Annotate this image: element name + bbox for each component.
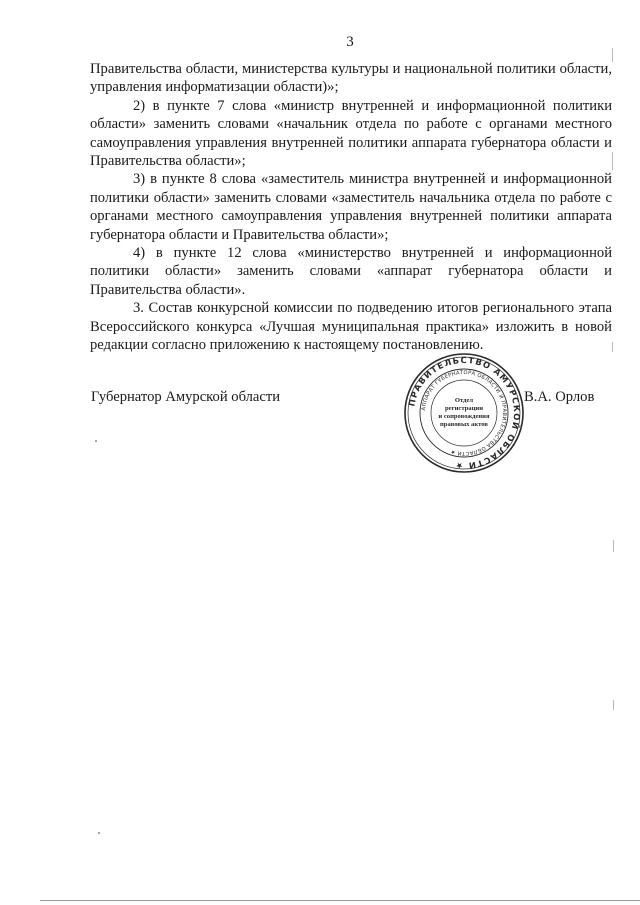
paragraph-section-3: 3. Состав конкурсной комиссии по подведению итогов регионального этапа Всероссийского конкурса «Лучшая муниципальная практика» изложить в новой редакции согласно приложению к настоящему постановлению. (90, 300, 612, 354)
scan-bottom-edge (40, 900, 640, 901)
signatory-name: В.А. Орлов (524, 389, 595, 405)
scan-edge-mark (613, 700, 614, 710)
scan-edge-mark (612, 152, 613, 170)
svg-text:АППАРАТ ГУБЕРНАТОРА ОБЛАСТИ И: АППАРАТ ГУБЕРНАТОРА ОБЛАСТИ И ПРАВИТЕЛЬСТВА ОБЛАСТИ ★ (421, 369, 508, 457)
signatory-title: Губернатор Амурской области (91, 389, 281, 405)
svg-text:ПРАВИТЕЛЬСТВО АМУРСКОЙ ОБЛАСТИ: ПРАВИТЕЛЬСТВО АМУРСКОЙ ОБЛАСТИ ★ (406, 354, 523, 472)
svg-text:регистрации: регистрации (445, 405, 483, 412)
official-seal (402, 351, 526, 475)
svg-text:правовых актов: правовых актов (439, 421, 489, 428)
scan-edge-mark (612, 48, 613, 62)
svg-text:Отдел: Отдел (454, 397, 474, 404)
paragraph-item-2: 2) в пункте 7 слова «министр внутренней и информационной политики области» заменить словами «начальник отдела по работе с органами местного самоуправления управления внутренней политики аппарата губернатора области и Правительства области»; (90, 97, 612, 170)
scan-speck (95, 440, 97, 442)
paragraph-continuation: Правительства области, министерства культуры и национальной политики области, управления информатизации области)»; (90, 61, 612, 96)
svg-text:и сопровождения: и сопровождения (438, 413, 490, 420)
document-body (90, 60, 612, 355)
page-number: 3 (346, 34, 354, 50)
scan-edge-mark (613, 540, 614, 552)
paragraph-item-4: 4) в пункте 12 слова «министерство внутренней и информационной политики области» заменить словами «аппарат губернатора области и Правительства области». (90, 245, 612, 298)
scan-speck (98, 832, 100, 834)
paragraph-item-3: 3) в пункте 8 слова «заместитель министра внутренней и информационной политики области» заменить словами «заместитель начальника отдела по работе с органами местного самоуправления управления внутренней политики аппарата губернатора области и Правительства области»; (90, 171, 612, 243)
scan-edge-mark (612, 342, 613, 352)
